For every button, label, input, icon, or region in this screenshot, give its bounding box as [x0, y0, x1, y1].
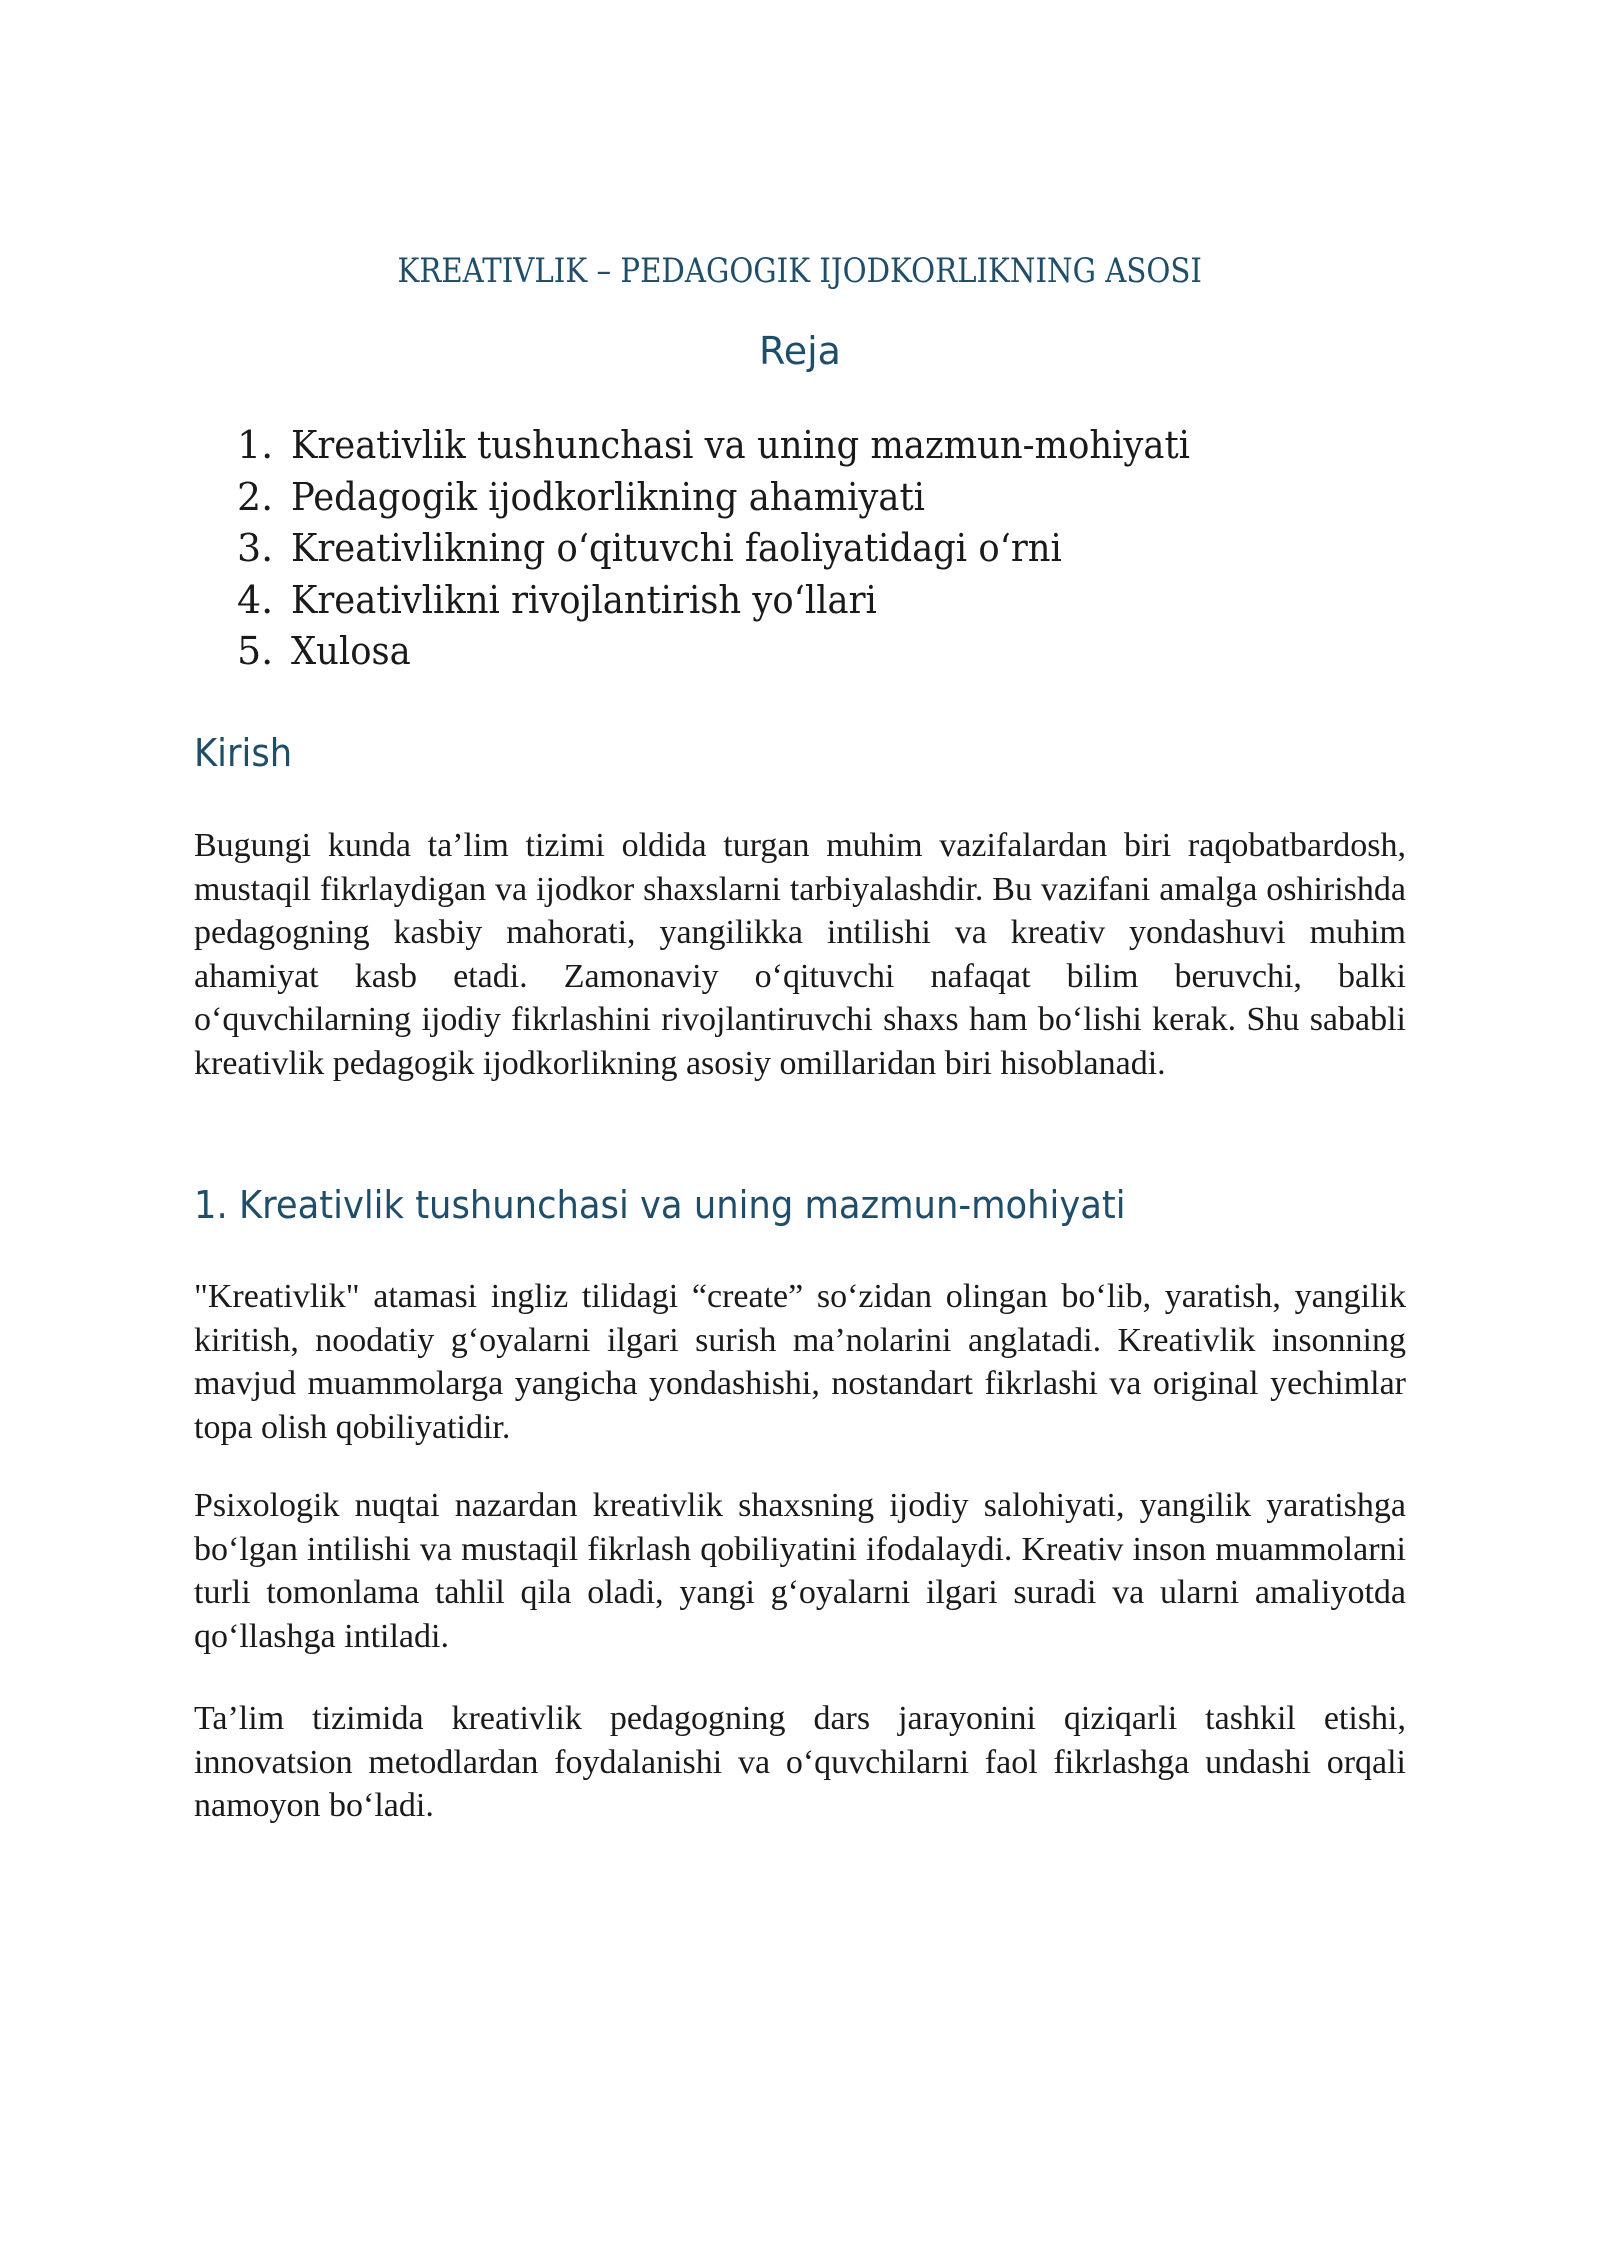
- plan-item: 2. Pedagogik ijodkorlikning ahamiyati: [237, 474, 925, 519]
- intro-paragraph: Bugungi kunda ta’lim tizimi oldida turgan muhim vazifalardan biri raqobatbardosh, mustaqil fikrlaydigan va ijodkor shaxslarni tarbiyalashdir. Bu vazifani amalga oshirishda pedagogning kasbiy mahorati, yangilikka intilishi va kreativ yondashuvi muhim ahamiyat kasb etadi. Zamonaviy o‘qituvchi nafaqat bilim beruvchi, balki o‘quvchilarning ijodiy fikrlashini rivojlantiruvchi shaxs ham bo‘lishi kerak. Shu sababli kreativlik pedagogik ijodkorlikning asosiy omillaridan biri hisoblanadi.: [194, 827, 1406, 1082]
- plan-item: 5. Xulosa: [237, 629, 411, 673]
- section1-paragraph-2: Psixologik nuqtai nazardan kreativlik shaxsning ijodiy salohiyati, yangilik yaratishga bo‘lgan intilishi va mustaqil fikrlash qobiliyatini ifodalaydi. Kreativ inson muammolarni turli tomonlama tahlil qila oladi, yangi g‘oyalarni ilgari suradi va ularni amaliyotda qo‘llashga intiladi.: [194, 1487, 1406, 1655]
- section1-paragraph-3: Ta’lim tizimida kreativlik pedagogning dars jarayonini qiziqarli tashkil etishi, innovatsion metodlardan foydalanishi va o‘quvchilarni faol fikrlashga undashi orqali namoyon bo‘ladi.: [194, 1700, 1406, 1824]
- section1-heading: 1. Kreativlik tushunchasi va uning mazmun-mohiyati: [194, 1183, 1126, 1227]
- document-title: KREATIVLIK – PEDAGOGIK IJODKORLIKNING ASOSI: [397, 251, 1203, 291]
- intro-heading: Kirish: [194, 731, 293, 775]
- section1-paragraph-1: "Kreativlik" atamasi ingliz tilidagi “create” so‘zidan olingan bo‘lib, yaratish, yangilik kiritish, noodatiy g‘oyalarni ilgari surish ma’nolarini anglatadi. Kreativlik insonning mavjud muammolarga yangicha yondashishi, nostandart fikrlashi va original yechimlar topa olish qobiliyatidir.: [194, 1278, 1406, 1446]
- plan-item: 1. Kreativlik tushunchasi va uning mazmun-mohiyati: [237, 423, 1190, 467]
- plan-heading: Reja: [759, 329, 841, 373]
- plan-item: 4. Kreativlikni rivojlantirish yo‘llari: [237, 577, 877, 622]
- plan-list: [237, 420, 1258, 678]
- plan-item: 3. Kreativlikning o‘qituvchi faoliyatidagi o‘rni: [237, 526, 1062, 570]
